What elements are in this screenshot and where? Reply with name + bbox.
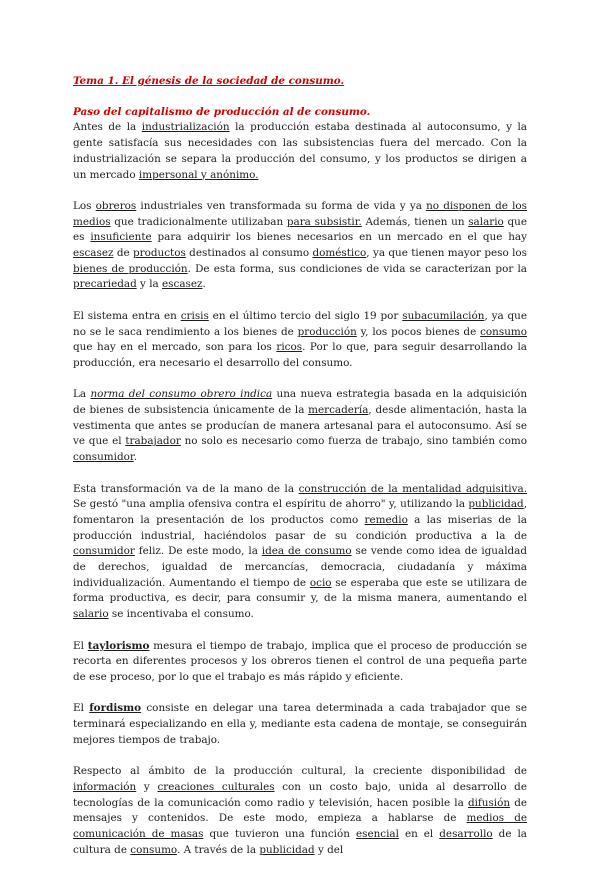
text-run: , ya que tienen mayor peso los: [366, 247, 527, 260]
underlined-term: obreros: [95, 199, 137, 212]
text-run: Los: [73, 199, 96, 212]
underlined-term: salario: [73, 608, 109, 621]
text-run: en el: [398, 827, 440, 840]
text-run: en el último tercio del siglo 19 por: [208, 309, 403, 322]
paragraph-obreros: [73, 199, 527, 293]
text-run: a las miserias de la producción industrial, haciéndolos pasar de su condición productiva a la de: [73, 513, 527, 542]
underlined-term: norma del consumo obrero indica: [90, 388, 273, 401]
paragraph-crisis: [73, 309, 527, 372]
text-run: y del: [314, 843, 344, 856]
text-run: que hay en el mercado, son para los: [73, 341, 277, 354]
page-title: Tema 1. El génesis de la sociedad de consumo.: [73, 75, 345, 87]
text-run: . De esta forma, sus condiciones de vida se caracterizan por la: [187, 262, 527, 275]
text-run: Esta transformación va de la mano de la: [73, 482, 299, 495]
text-run: , ya que no se le saca rendimiento a los bienes de: [73, 309, 528, 338]
underlined-term: productos: [133, 247, 186, 260]
underlined-term: desarrollo: [439, 827, 493, 840]
underlined-term: información: [73, 780, 137, 793]
text-run: de la cultura de: [73, 827, 527, 856]
paragraph-norma-consumo: [73, 387, 527, 466]
underlined-term: consumo: [130, 843, 177, 856]
underlined-term: precariedad: [73, 278, 137, 291]
text-run: que es: [73, 215, 528, 244]
text-run: que tuvieron una función: [203, 827, 356, 840]
underlined-term: mercadería: [308, 404, 369, 417]
text-run: y la: [136, 278, 163, 291]
underlined-term: publicidad: [468, 498, 524, 511]
underlined-term: ricos: [276, 341, 303, 354]
underlined-term: para subsistir.: [286, 215, 362, 228]
underlined-term: insuficiente: [90, 231, 152, 244]
underlined-term: consumidor: [73, 545, 135, 558]
text-run: que tradicionalmente utilizaban: [110, 215, 287, 228]
text-run: destinados al consumo: [185, 247, 313, 260]
text-run: El: [73, 702, 90, 715]
text-run: de mensajes y contenidos. De este modo, empieza a hablarse de: [73, 796, 528, 825]
document-body: [73, 74, 527, 874]
underlined-term: crisis: [180, 309, 209, 322]
text-run: la producción estaba destinada al autoconsumo, y la gente satisfacía sus necesidades con las subsistencias fuera del mercado. Con la industrialización se separa la producción del consumo, y los productos se dirigen a un mercado: [73, 121, 527, 181]
paragraph-taylorismo: [73, 639, 527, 686]
text-run: se vende como idea de igualdad de derechos, igualdad de mercancías, democracia, ciudadanía y máxima individualización. Aumentando el tiempo de: [73, 545, 528, 589]
text-run: se incentivaba el consumo.: [108, 608, 254, 621]
underlined-term: no disponen de los medios: [73, 199, 527, 228]
text-run: Antes de la: [73, 121, 142, 134]
underlined-term: bienes de producción: [73, 262, 188, 275]
text-run: se esperaba que este se utilizara de forma productiva, es decir, para consumir y, de la misma manera, aumentando el: [73, 576, 527, 605]
underlined-term: ocio: [309, 576, 332, 589]
underlined-term: industrialización: [141, 121, 230, 134]
underlined-term: escasez: [73, 247, 114, 260]
text-run: y: [136, 780, 158, 793]
underlined-term: producción: [297, 325, 357, 338]
underlined-term: idea de consumo: [261, 545, 352, 558]
text-run: de: [113, 247, 133, 260]
text-run: feliz. De este modo, la: [134, 545, 262, 558]
underlined-term: publicidad: [259, 843, 315, 856]
text-run: . A través de la: [177, 843, 260, 856]
text-run: con un costo bajo, unida al desarrollo de tecnologías de la comunicación como radio y televisión, hacen posible la: [73, 780, 527, 809]
paragraph-industrialization: [73, 120, 527, 183]
underlined-term: trabajador: [125, 435, 181, 448]
text-run: mesura el tiempo de trabajo, implica que el proceso de producción se recorta en diferentes procesos y los obreros tienen el control de una pequeña parte de ese proceso, por lo que el trabajo es más rápido y eficiente.: [73, 639, 527, 683]
text-run: para adquirir los bienes necesarios en un mercado en el que hay: [151, 231, 527, 244]
underlined-term: remedio: [364, 513, 408, 526]
underlined-term: fordismo: [89, 702, 142, 715]
underlined-term: difusión: [467, 796, 511, 809]
text-run: , desde alimentación, hasta la vestimenta que antes se producían de manera artesanal para el autoconsumo. Así se ve que el: [73, 404, 527, 448]
underlined-term: consumo: [480, 325, 527, 338]
underlined-term: construcción de la mentalidad adquisitiva.: [298, 482, 527, 495]
text-run: una nueva estrategia basada en la adquisición de bienes de subsistencia únicamente de la: [73, 388, 528, 417]
text-run: .: [133, 451, 138, 464]
text-run: El: [73, 639, 88, 652]
text-run: Además, tienen un: [361, 215, 469, 228]
text-run: La: [73, 388, 91, 401]
underlined-term: medios de comunicación de masas: [73, 812, 527, 840]
paragraph-fordismo: [73, 701, 527, 748]
paragraph-mentalidad-adquisitiva: [73, 482, 527, 623]
underlined-term: escasez: [162, 278, 203, 291]
text-run: no solo es necesario como fuerza de trabajo, sino también como: [180, 435, 527, 448]
text-run: , fomentaron la presentación de los productos como: [73, 498, 527, 526]
section-heading: Paso del capitalismo de producción al de consumo.: [73, 105, 371, 118]
underlined-term: consumidor: [73, 451, 134, 464]
underlined-term: impersonal y anónimo.: [138, 168, 259, 181]
text-run: Se gestó "una amplia ofensiva contra el espíritu de ahorro" y, utilizando la: [73, 498, 469, 511]
underlined-term: creaciones culturales: [157, 780, 275, 793]
text-run: Respecto al ámbito de la producción cultural, la creciente disponibilidad de: [73, 765, 527, 778]
text-run: y, los pocos bienes de: [356, 325, 481, 338]
text-run: . Por lo que, para seguir desarrollando la producción, era necesario el desarrollo del consumo.: [73, 341, 527, 369]
underlined-term: taylorismo: [87, 639, 150, 652]
text-run: consiste en delegar una tarea determinada a cada trabajador que se terminará especializando en ella y, mediante esta cadena de montaje, se conseguirán mejores tiempos de trabajo.: [73, 702, 527, 746]
underlined-term: doméstico: [312, 247, 367, 260]
paragraph-produccion-cultural: [73, 764, 527, 858]
underlined-term: subacumilación: [402, 309, 485, 322]
text-run: El sistema entra en: [73, 309, 181, 322]
text-run: industriales ven transformada su forma de vida y ya: [136, 199, 427, 212]
text-run: .: [202, 278, 206, 291]
underlined-term: salario: [468, 215, 504, 228]
underlined-term: esencial: [355, 827, 399, 840]
